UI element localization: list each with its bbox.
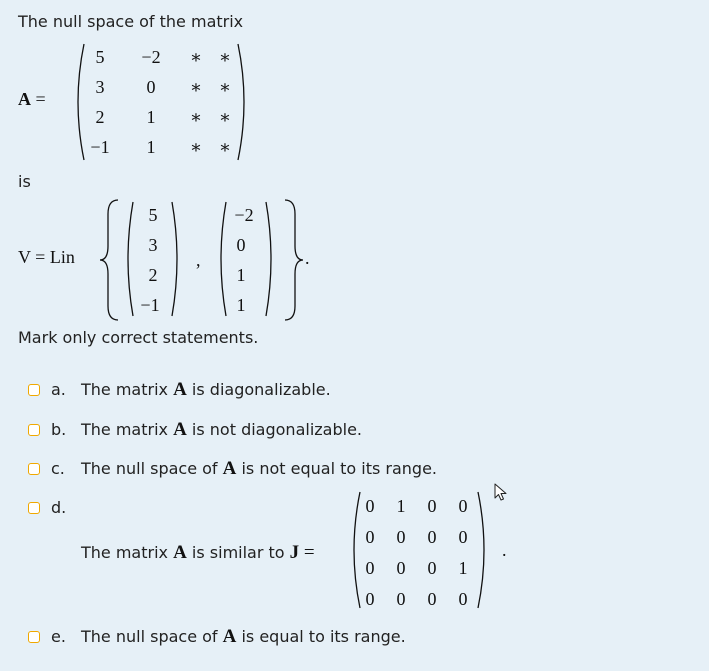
option-e-label[interactable]	[81, 626, 406, 648]
vector1-entry: 5	[148, 205, 158, 225]
jordan-cell: 1	[458, 558, 468, 578]
matrix-a-cell: 1	[146, 137, 156, 157]
vector2-entry: 1	[236, 295, 246, 315]
matrix-a-cell: ∗	[189, 107, 203, 127]
jordan-cell: 0	[458, 589, 468, 609]
option-e-letter: e.	[51, 627, 66, 646]
option-e-text-pre: The null space of	[81, 627, 223, 646]
option-c-checkbox[interactable]	[28, 463, 40, 475]
vector2-right-paren	[264, 200, 278, 318]
option-b-text-post: is not diagonalizable.	[186, 420, 362, 439]
matrix-a-cell: ∗	[218, 77, 232, 97]
option-c-letter: c.	[51, 459, 65, 478]
matrix-a-cell: −1	[90, 137, 110, 157]
jordan-cell: 0	[365, 496, 375, 516]
jordan-cell: 1	[396, 496, 406, 516]
span-right-brace	[283, 198, 303, 322]
jordan-cell: 0	[396, 527, 406, 547]
matrix-a-cell: 3	[95, 77, 105, 97]
matrix-a-cell: ∗	[189, 137, 203, 157]
matrix-a-cell: −2	[141, 47, 161, 67]
jordan-cell: 0	[396, 589, 406, 609]
option-c-label[interactable]	[81, 458, 437, 480]
span-lhs: V = Lin	[18, 247, 75, 267]
jordan-cell: 0	[427, 589, 437, 609]
matrix-a-cell: 1	[146, 107, 156, 127]
option-d-math-j: J	[289, 542, 300, 563]
matrix-a-label: A	[18, 89, 31, 109]
matrix-a-cell: ∗	[189, 47, 203, 67]
option-a-text-post: is diagonalizable.	[186, 380, 331, 399]
option-d-math: A	[173, 542, 187, 563]
vector2-entry: 0	[236, 235, 246, 255]
jordan-period: .	[502, 540, 507, 560]
option-c-text-pre: The null space of	[81, 459, 223, 478]
matrix-a-cell: 0	[146, 77, 156, 97]
option-d-checkbox[interactable]	[28, 502, 40, 514]
vector1-entry: 3	[148, 235, 158, 255]
option-d-text-mid: is similar to	[186, 543, 290, 562]
option-e-math: A	[222, 626, 237, 647]
span-left-brace	[100, 198, 120, 322]
vector2-entry: −2	[234, 205, 254, 225]
option-b-math: A	[173, 419, 187, 440]
jordan-cell: 0	[458, 496, 468, 516]
matrix-a-equation	[18, 89, 46, 110]
matrix-a-cell: ∗	[189, 77, 203, 97]
option-a-checkbox[interactable]	[28, 384, 40, 396]
jordan-cell: 0	[458, 527, 468, 547]
vector-separator: ,	[196, 250, 201, 270]
option-a-label[interactable]	[81, 379, 331, 401]
matrix-a-cell: ∗	[218, 47, 232, 67]
option-b-checkbox[interactable]	[28, 424, 40, 436]
vector2-entry: 1	[236, 265, 246, 285]
jordan-cell: 0	[365, 527, 375, 547]
vector1-left-paren	[121, 200, 135, 318]
option-a-letter: a.	[51, 380, 66, 399]
matrix-a-cell: 2	[95, 107, 105, 127]
jordan-right-paren	[476, 490, 492, 610]
vector1-entry: −1	[140, 295, 160, 315]
is-text: is	[18, 172, 31, 191]
vector1-right-paren	[170, 200, 184, 318]
option-b-letter: b.	[51, 420, 67, 439]
jordan-cell: 0	[427, 496, 437, 516]
jordan-cell: 0	[396, 558, 406, 578]
equals-sign: =	[35, 89, 46, 109]
option-e-text-post: is equal to its range.	[236, 627, 406, 646]
jordan-cell: 0	[427, 527, 437, 547]
option-d-equals: =	[299, 542, 315, 563]
option-a-math: A	[173, 379, 187, 400]
option-d-label[interactable]	[81, 542, 315, 564]
matrix-a-cell: ∗	[218, 137, 232, 157]
option-b-text-pre: The matrix	[81, 420, 174, 439]
instruction-text: Mark only correct statements.	[18, 328, 259, 347]
option-b-label[interactable]	[81, 419, 362, 441]
matrix-a-cell: 5	[95, 47, 105, 67]
option-a-text-pre: The matrix	[81, 380, 174, 399]
matrix-a-left-paren	[70, 42, 86, 162]
option-c-text-post: is not equal to its range.	[236, 459, 437, 478]
mouse-cursor-icon	[493, 483, 509, 503]
jordan-cell: 0	[365, 558, 375, 578]
question-intro: The null space of the matrix	[18, 12, 244, 31]
option-c-math: A	[222, 458, 237, 479]
span-period: .	[305, 248, 310, 268]
matrix-a-cell: ∗	[218, 107, 232, 127]
vector1-entry: 2	[148, 265, 158, 285]
option-d-letter: d.	[51, 498, 67, 517]
jordan-cell: 0	[427, 558, 437, 578]
option-e-checkbox[interactable]	[28, 631, 40, 643]
jordan-cell: 0	[365, 589, 375, 609]
option-d-text-pre: The matrix	[81, 543, 174, 562]
